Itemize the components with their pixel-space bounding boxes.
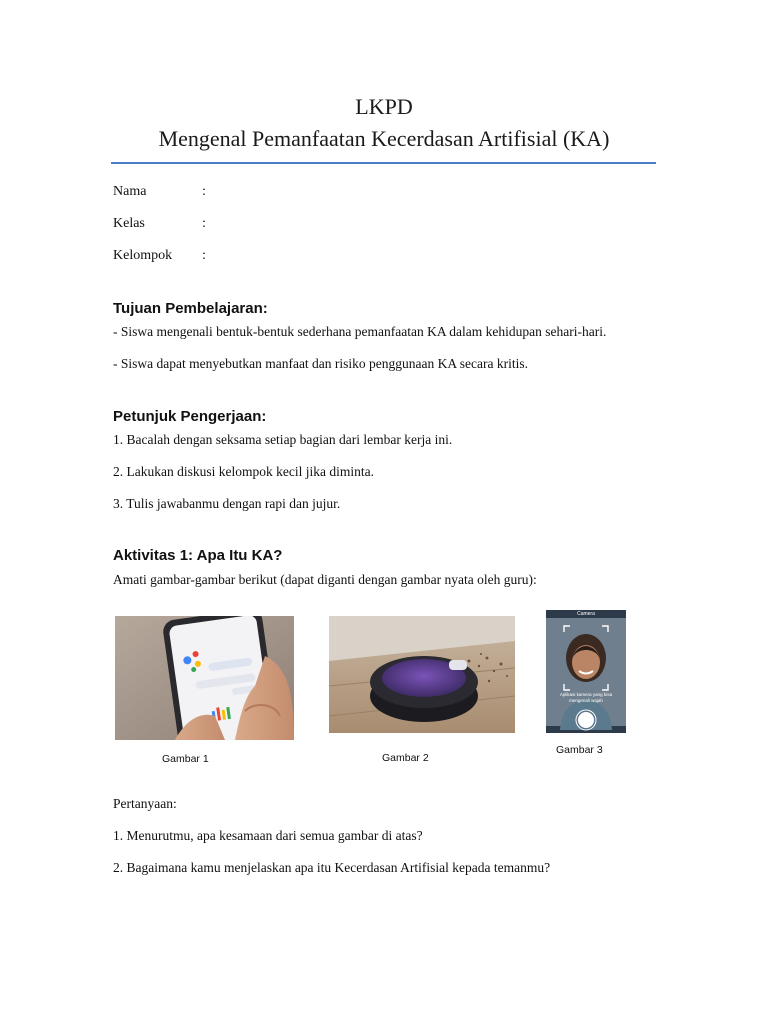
petunjuk-item: 1. Bacalah dengan seksama setiap bagian dari lembar kerja ini. (113, 432, 453, 447)
field-colon-nama: : (202, 184, 206, 199)
field-label-kelas: Kelas (113, 216, 145, 231)
phone-camera-header: Camera (577, 611, 595, 617)
tujuan-heading: Tujuan Pembelajaran: (113, 300, 268, 317)
caption-gambar-2: Gambar 2 (382, 752, 429, 764)
title-divider (111, 162, 656, 164)
pertanyaan-item: 1. Menurutmu, apa kesamaan dari semua gambar di atas? (113, 828, 423, 843)
field-colon-kelas: : (202, 216, 206, 231)
field-label-kelompok: Kelompok (113, 248, 173, 263)
petunjuk-item: 3. Tulis jawabanmu dengan rapi dan jujur. (113, 496, 341, 511)
image-robot-vacuum (329, 616, 515, 733)
tujuan-item: - Siswa mengenali bentuk-bentuk sederhana pemanfaatan KA dalam kehidupan sehari-hari. (113, 324, 607, 339)
aktivitas-instruction: Amati gambar-gambar berikut (dapat diganti dengan gambar nyata oleh guru): (113, 572, 537, 587)
caption-gambar-3: Gambar 3 (556, 744, 603, 756)
document-title: LKPD (355, 94, 413, 119)
phone-camera-caption: Aplikasi kamera yang bisa mengenali wajah (559, 692, 613, 703)
petunjuk-heading: Petunjuk Pengerjaan: (113, 408, 267, 425)
petunjuk-item: 2. Lakukan diskusi kelompok kecil jika diminta. (113, 464, 374, 479)
caption-gambar-1: Gambar 1 (162, 753, 209, 765)
field-label-nama: Nama (113, 184, 147, 199)
pertanyaan-heading: Pertanyaan: (113, 796, 177, 811)
document-subtitle: Mengenal Pemanfaatan Kecerdasan Artifisial (KA) (158, 126, 610, 151)
tujuan-item: - Siswa dapat menyebutkan manfaat dan risiko penggunaan KA secara kritis. (113, 356, 528, 371)
aktivitas-heading: Aktivitas 1: Apa Itu KA? (113, 547, 283, 564)
image-phone-assistant (115, 616, 294, 740)
field-colon-kelompok: : (202, 248, 206, 263)
image-face-recognition (546, 610, 626, 733)
pertanyaan-item: 2. Bagaimana kamu menjelaskan apa itu Kecerdasan Artifisial kepada temanmu? (113, 860, 551, 875)
